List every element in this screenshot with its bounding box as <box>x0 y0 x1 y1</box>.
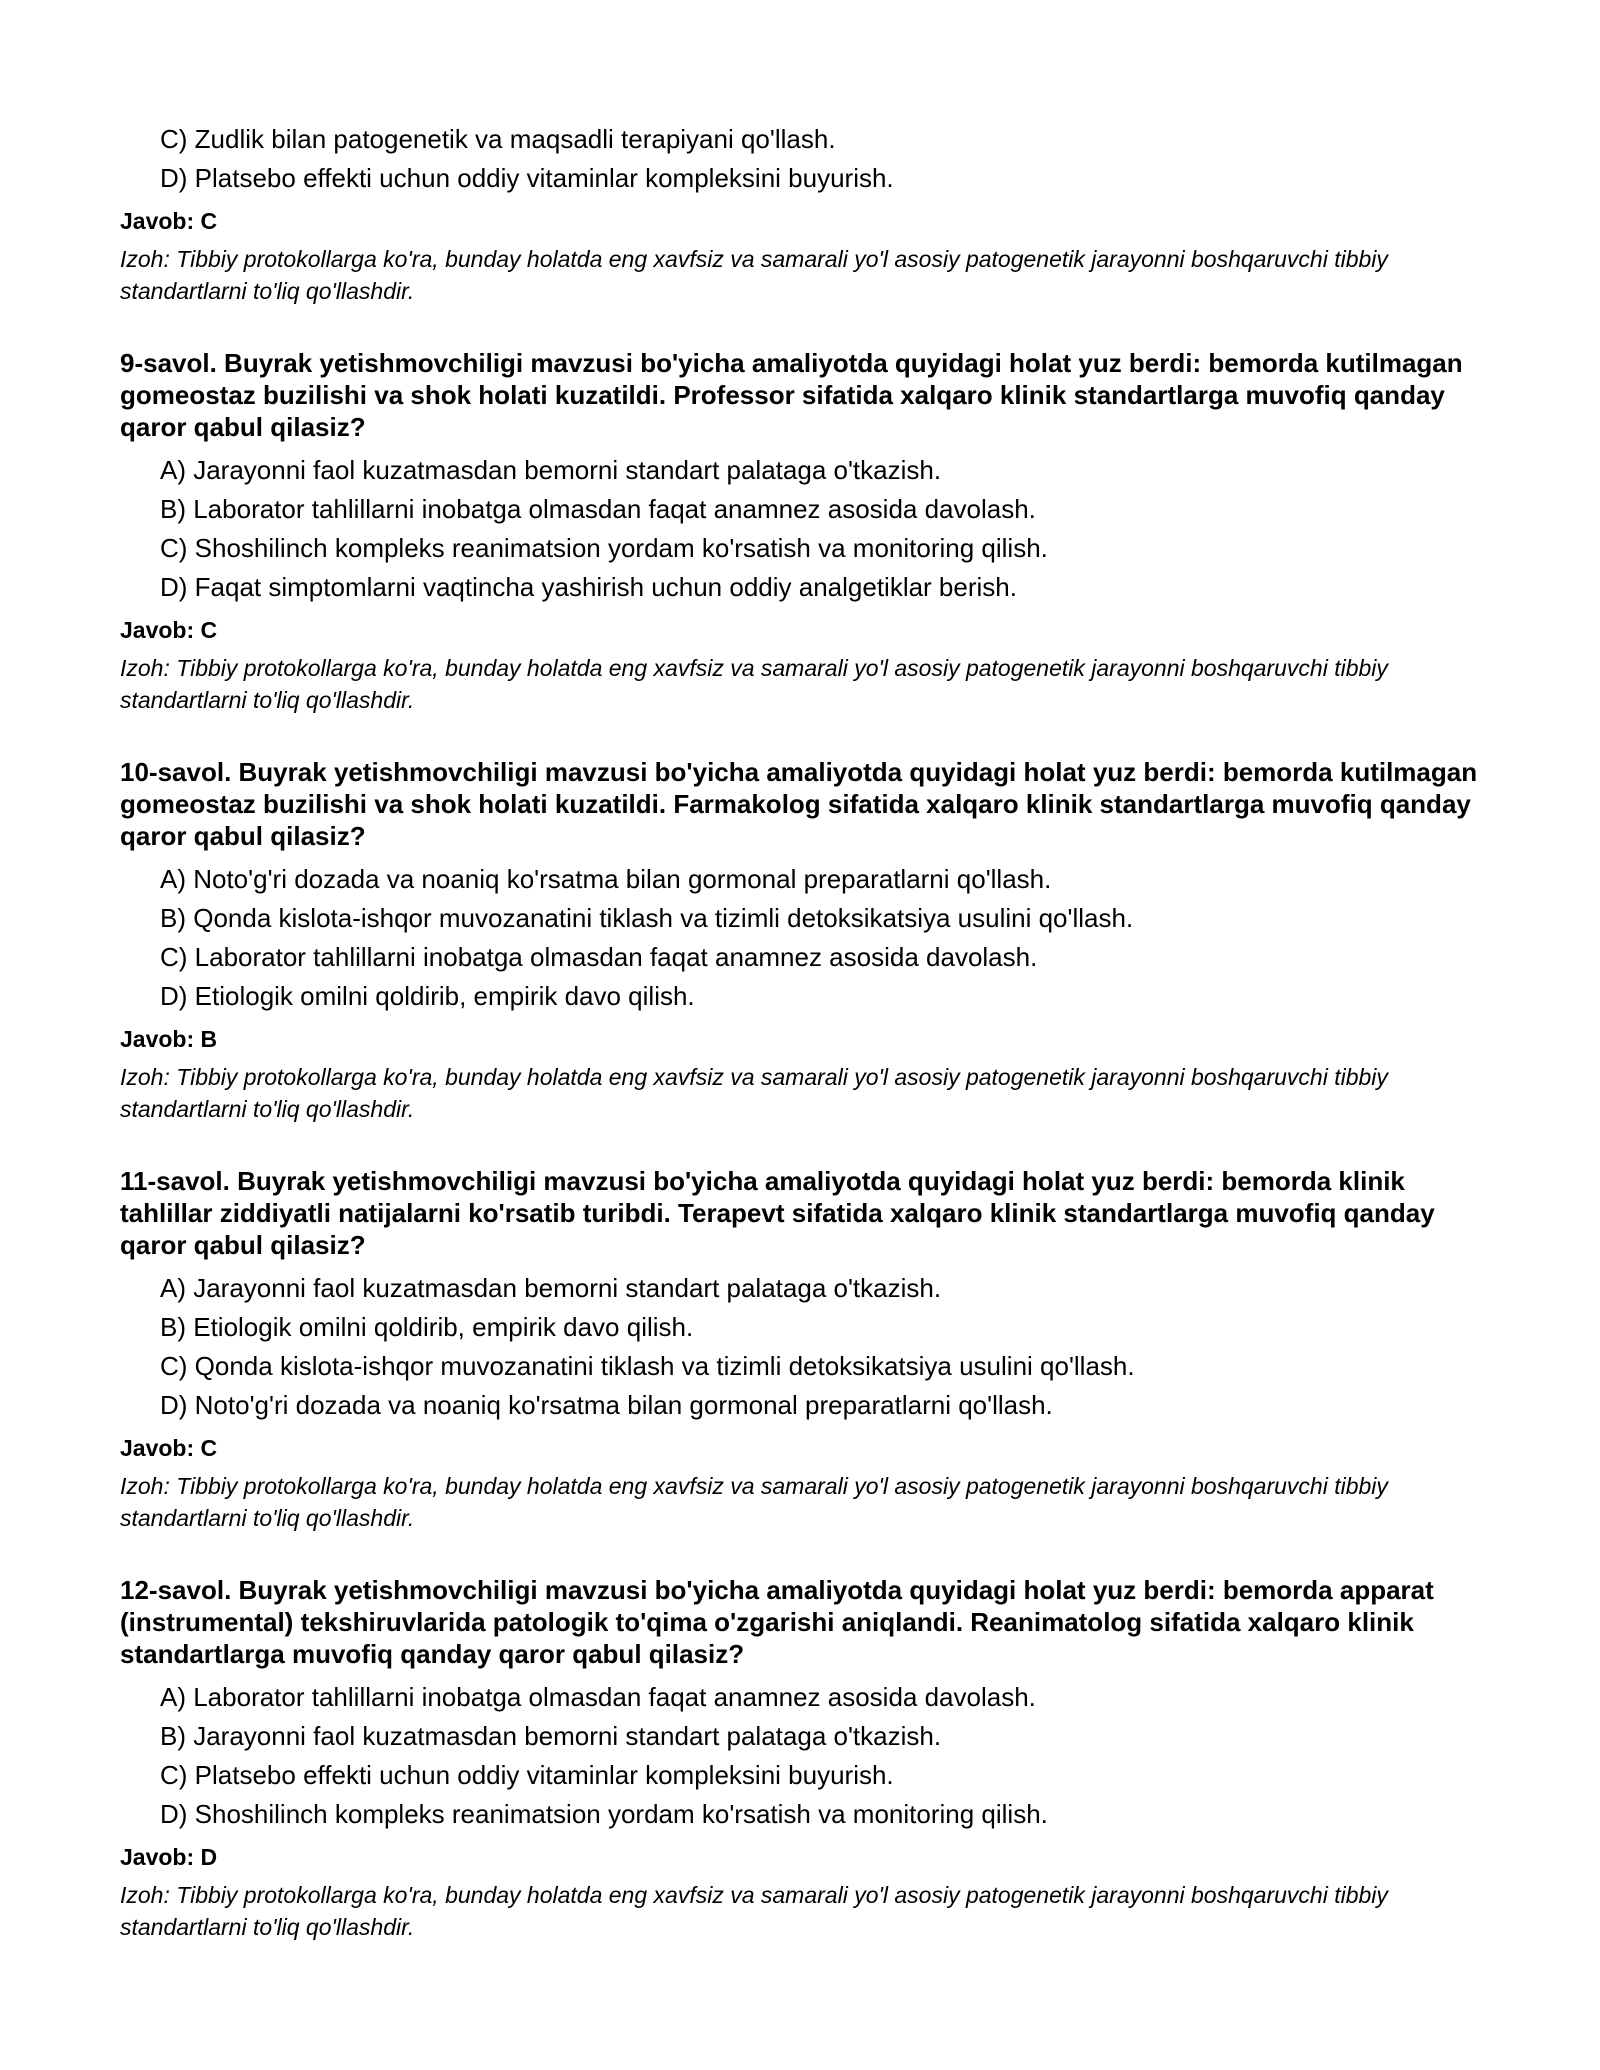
answer-option: A) Jarayonni faol kuzatmasdan bemorni standart palataga o'tkazish. <box>160 1273 942 1303</box>
question-block <box>120 1574 1500 1943</box>
answer-option: A) Laborator tahlillarni inobatga olmasdan faqat anamnez asosida davolash. <box>160 1682 1036 1712</box>
question-text: 9-savol. Buyrak yetishmovchiligi mavzusi bo'yicha amaliyotda quyidagi holat yuz berdi: bemorda kutilmagan gomeostaz buzilishi va shok holati kuzatildi. Professor sifatida xalqaro klinik standartlarga muvofiq qanday qaror qabul qilasiz? <box>120 348 1463 442</box>
answer-option: B) Etiologik omilni qoldirib, empirik davo qilish. <box>160 1312 694 1342</box>
answer-option: D) Noto'g'ri dozada va noaniq ko'rsatma bilan gormonal preparatlarni qo'llash. <box>160 1390 1053 1420</box>
question-block <box>120 1165 1500 1534</box>
explanation-note: Izoh: Tibbiy protokollarga ko'ra, bunday holatda eng xavfsiz va samarali yo'l asosiy patogenetik jarayonni boshqaruvchi tibbiy standartlarni to'liq qo'llashdir. <box>120 1882 1388 1940</box>
answer-option: C) Platsebo effekti uchun oddiy vitaminlar kompleksini buyurish. <box>160 1760 894 1790</box>
answer-option: D) Shoshilinch kompleks reanimatsion yordam ko'rsatish va monitoring qilish. <box>160 1799 1048 1829</box>
question-text: 10-savol. Buyrak yetishmovchiligi mavzusi bo'yicha amaliyotda quyidagi holat yuz berdi: bemorda kutilmagan gomeostaz buzilishi va shok holati kuzatildi. Farmakolog sifatida xalqaro klinik standartlarga muvofiq qanday qaror qabul qilasiz? <box>120 757 1478 851</box>
explanation-note: Izoh: Tibbiy protokollarga ko'ra, bunday holatda eng xavfsiz va samarali yo'l asosiy patogenetik jarayonni boshqaruvchi tibbiy standartlarni to'liq qo'llashdir. <box>120 1064 1388 1122</box>
correct-answer: Javob: D <box>120 1844 218 1870</box>
answer-option: A) Jarayonni faol kuzatmasdan bemorni standart palataga o'tkazish. <box>160 455 942 485</box>
question-block <box>120 756 1500 1125</box>
correct-answer: Javob: C <box>120 208 218 234</box>
document-page <box>120 120 1500 1943</box>
answer-option: D) Faqat simptomlarni vaqtincha yashirish uchun oddiy analgetiklar berish. <box>160 572 1017 602</box>
correct-answer: Javob: C <box>120 1435 218 1461</box>
question-text: 11-savol. Buyrak yetishmovchiligi mavzusi bo'yicha amaliyotda quyidagi holat yuz berdi: bemorda klinik tahlillar ziddiyatli natijalarni ko'rsatib turibdi. Terapevt sifatida xalqaro klinik standartlarga muvofiq qanday qaror qabul qilasiz? <box>120 1166 1435 1260</box>
question-block <box>120 347 1500 716</box>
correct-answer: Javob: B <box>120 1026 218 1052</box>
answer-option: C) Zudlik bilan patogenetik va maqsadli terapiyani qo'llash. <box>160 124 836 154</box>
answer-option: B) Qonda kislota-ishqor muvozanatini tiklash va tizimli detoksikatsiya usulini qo'llash. <box>160 903 1134 933</box>
explanation-note: Izoh: Tibbiy protokollarga ko'ra, bunday holatda eng xavfsiz va samarali yo'l asosiy patogenetik jarayonni boshqaruvchi tibbiy standartlarni to'liq qo'llashdir. <box>120 246 1388 304</box>
answer-option: D) Etiologik omilni qoldirib, empirik davo qilish. <box>160 981 695 1011</box>
question-text: 12-savol. Buyrak yetishmovchiligi mavzusi bo'yicha amaliyotda quyidagi holat yuz berdi: bemorda apparat (instrumental) tekshiruvlarida patologik to'qima o'zgarishi aniqlandi. Reanimatolog sifatida xalqaro klinik standartlarga muvofiq qanday qaror qabul qilasiz? <box>120 1575 1434 1669</box>
correct-answer: Javob: C <box>120 617 218 643</box>
answer-option: B) Laborator tahlillarni inobatga olmasdan faqat anamnez asosida davolash. <box>160 494 1036 524</box>
question-block-continued <box>120 120 1500 307</box>
answer-option: C) Qonda kislota-ishqor muvozanatini tiklash va tizimli detoksikatsiya usulini qo'llash. <box>160 1351 1135 1381</box>
answer-option: D) Platsebo effekti uchun oddiy vitaminlar kompleksini buyurish. <box>160 163 894 193</box>
answer-option: A) Noto'g'ri dozada va noaniq ko'rsatma bilan gormonal preparatlarni qo'llash. <box>160 864 1052 894</box>
answer-option: C) Shoshilinch kompleks reanimatsion yordam ko'rsatish va monitoring qilish. <box>160 533 1048 563</box>
explanation-note: Izoh: Tibbiy protokollarga ko'ra, bunday holatda eng xavfsiz va samarali yo'l asosiy patogenetik jarayonni boshqaruvchi tibbiy standartlarni to'liq qo'llashdir. <box>120 1473 1388 1531</box>
answer-option: C) Laborator tahlillarni inobatga olmasdan faqat anamnez asosida davolash. <box>160 942 1038 972</box>
explanation-note: Izoh: Tibbiy protokollarga ko'ra, bunday holatda eng xavfsiz va samarali yo'l asosiy patogenetik jarayonni boshqaruvchi tibbiy standartlarni to'liq qo'llashdir. <box>120 655 1388 713</box>
answer-option: B) Jarayonni faol kuzatmasdan bemorni standart palataga o'tkazish. <box>160 1721 942 1751</box>
